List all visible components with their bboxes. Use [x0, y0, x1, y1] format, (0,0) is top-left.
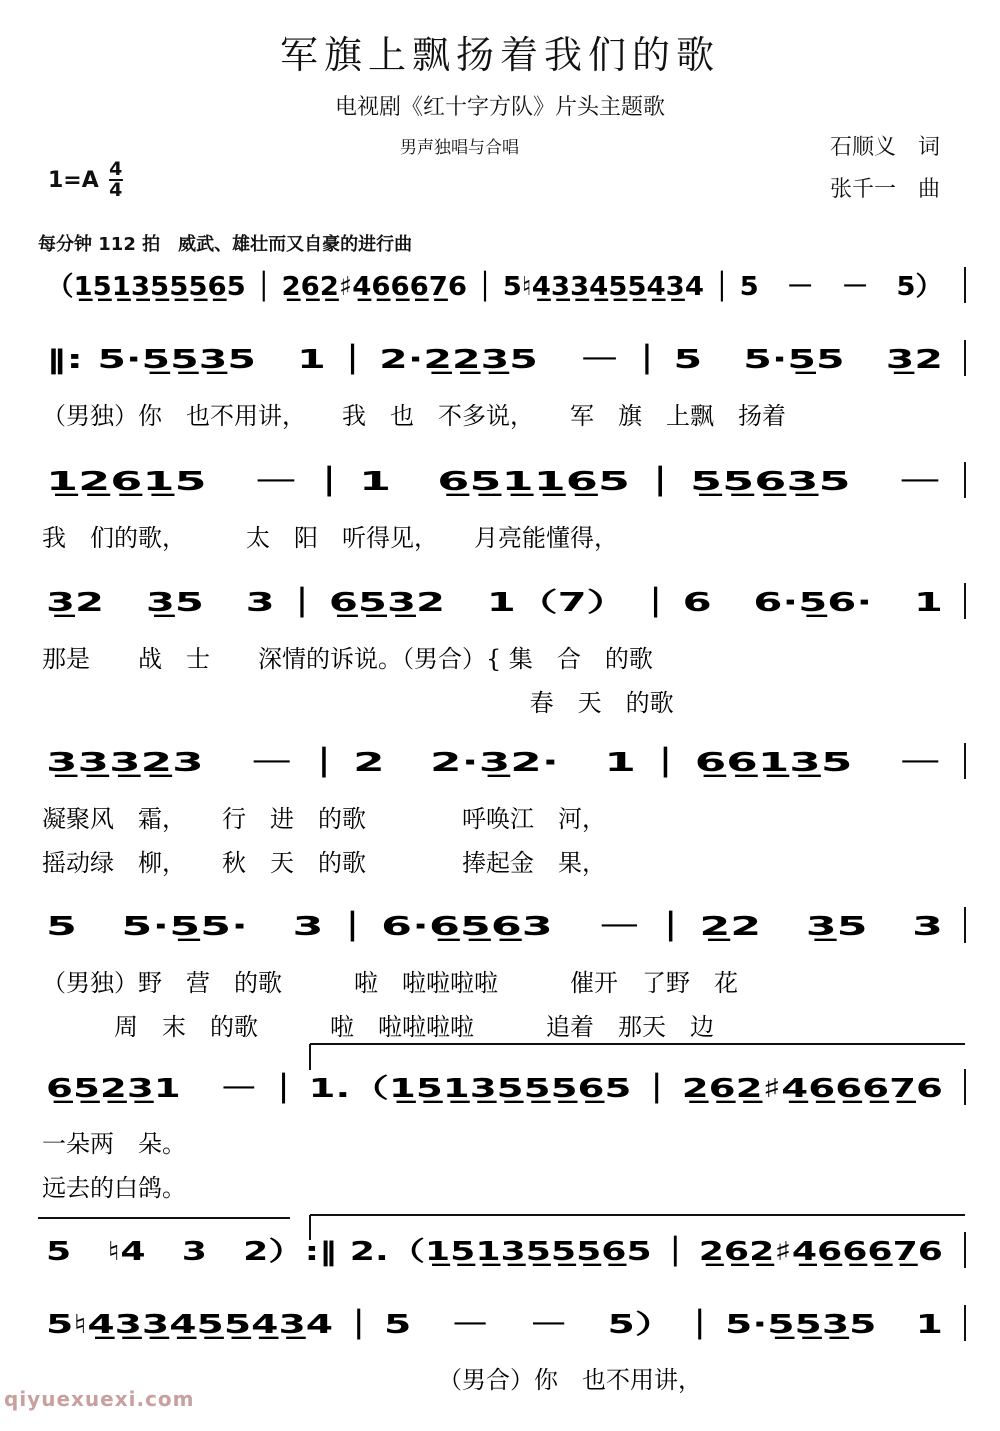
song-subtitle: 电视剧《红十字方队》片头主题歌 — [334, 95, 665, 120]
notation-line: 3̲3̲3̲2̲3 － │ 2 2·3̲2· 1 │ 6̲6̲1̲3̲5 － — [46, 748, 561, 778]
song-title: 军旗上飘扬着我们的歌 — [279, 33, 720, 77]
lyric-line: 春 天 的歌 — [42, 689, 674, 717]
lyricist-credit: 石顺义 词 — [830, 135, 941, 160]
performance-note: 男声独唱与合唱 — [400, 138, 519, 158]
lyric-line: 摇动绿 柳， 秋 天 的歌 捧起金 果， — [42, 849, 606, 877]
lyric-line: 周 末 的歌 啦 啦啦啦啦 追着 那天 边 — [42, 1013, 714, 1041]
notation-line: （1̲5̲1̲3̲5̲5̲5̲6̲5 │ 2̲6̲2̲♯4̲6̲6̲6̲7̲6 │ 5♮4̲3̲3̲4̲5̲5̲4̲3̲4 │ 5 － － 5） — [46, 272, 894, 302]
lyric-line: （男合）你 也不用讲， — [42, 1366, 702, 1394]
notation-line: ‖: 5·5̲5̲3̲5 1 │ 2·2̲2̲3̲5 － │ 5 5·5̲5 3̲2 — [46, 345, 614, 375]
notation-line: 5 ♮4 3 2）:‖ 2.（1̲5̲1̲3̲5̲5̲5̲6̲5 │ 2̲6̲2̲♯4̲6̲6̲6̲7̲6 — [46, 1237, 691, 1267]
time-numerator: 4 — [109, 158, 123, 180]
notation-line: 1̲2̲6̲1̲5 － │ 1 6̲5̲1̲1̲6̲5 │ 5̲5̲6̲3̲5 － — [46, 467, 552, 497]
notation-line: 5 5·5̲5· 3 │ 6·6̲5̲6̲3 － │ 2̲2 3̲5 3 — [46, 912, 571, 942]
lyric-line: 那是 战 士 深情的诉说。（男合）{ 集 合 的歌 — [42, 645, 653, 673]
composer-credit: 张千一 曲 — [830, 177, 941, 202]
lyric-line: （男独）你 也不用讲， 我 也 不多说， 军 旗 上飘 扬着 — [42, 402, 786, 430]
lyric-line: 远去的白鸽。 — [42, 1174, 186, 1202]
notation-line: 5♮4̲3̲3̲4̲5̲5̲4̲3̲4 │ 5 － － 5） │ 5·5̲5̲3̲5 1 — [46, 1310, 641, 1340]
notation-line: 3̲2 3̲5 3 │ 6̲5̲3̲2 1（7） │ 6 6·5̲6· 1 — [46, 588, 605, 618]
time-denominator: 4 — [109, 179, 123, 201]
key-text: 1=A — [48, 167, 99, 193]
lyric-line: 凝聚风 霜， 行 进 的歌 呼唤江 河， — [42, 805, 606, 833]
lyric-line: 一朵两 朵。 — [42, 1130, 186, 1158]
lyric-line: （男独）野 营 的歌 啦 啦啦啦啦 催开 了野 花 — [42, 969, 738, 997]
lyric-line: 我 们的歌， 太 阳 听得见， 月亮能懂得， — [42, 524, 618, 552]
site-watermark: qiyuexuexi.com — [4, 1387, 195, 1411]
tempo-marking: 每分钟 112 拍 威武、雄壮而又自豪的进行曲 — [38, 234, 413, 255]
notation-line: 6̲5̲2̲3̲1 － │ 1.（1̲5̲1̲3̲5̲5̲5̲6̲5 │ 2̲6̲2̲♯4̲6̲6̲6̲7̲6 — [46, 1074, 649, 1104]
